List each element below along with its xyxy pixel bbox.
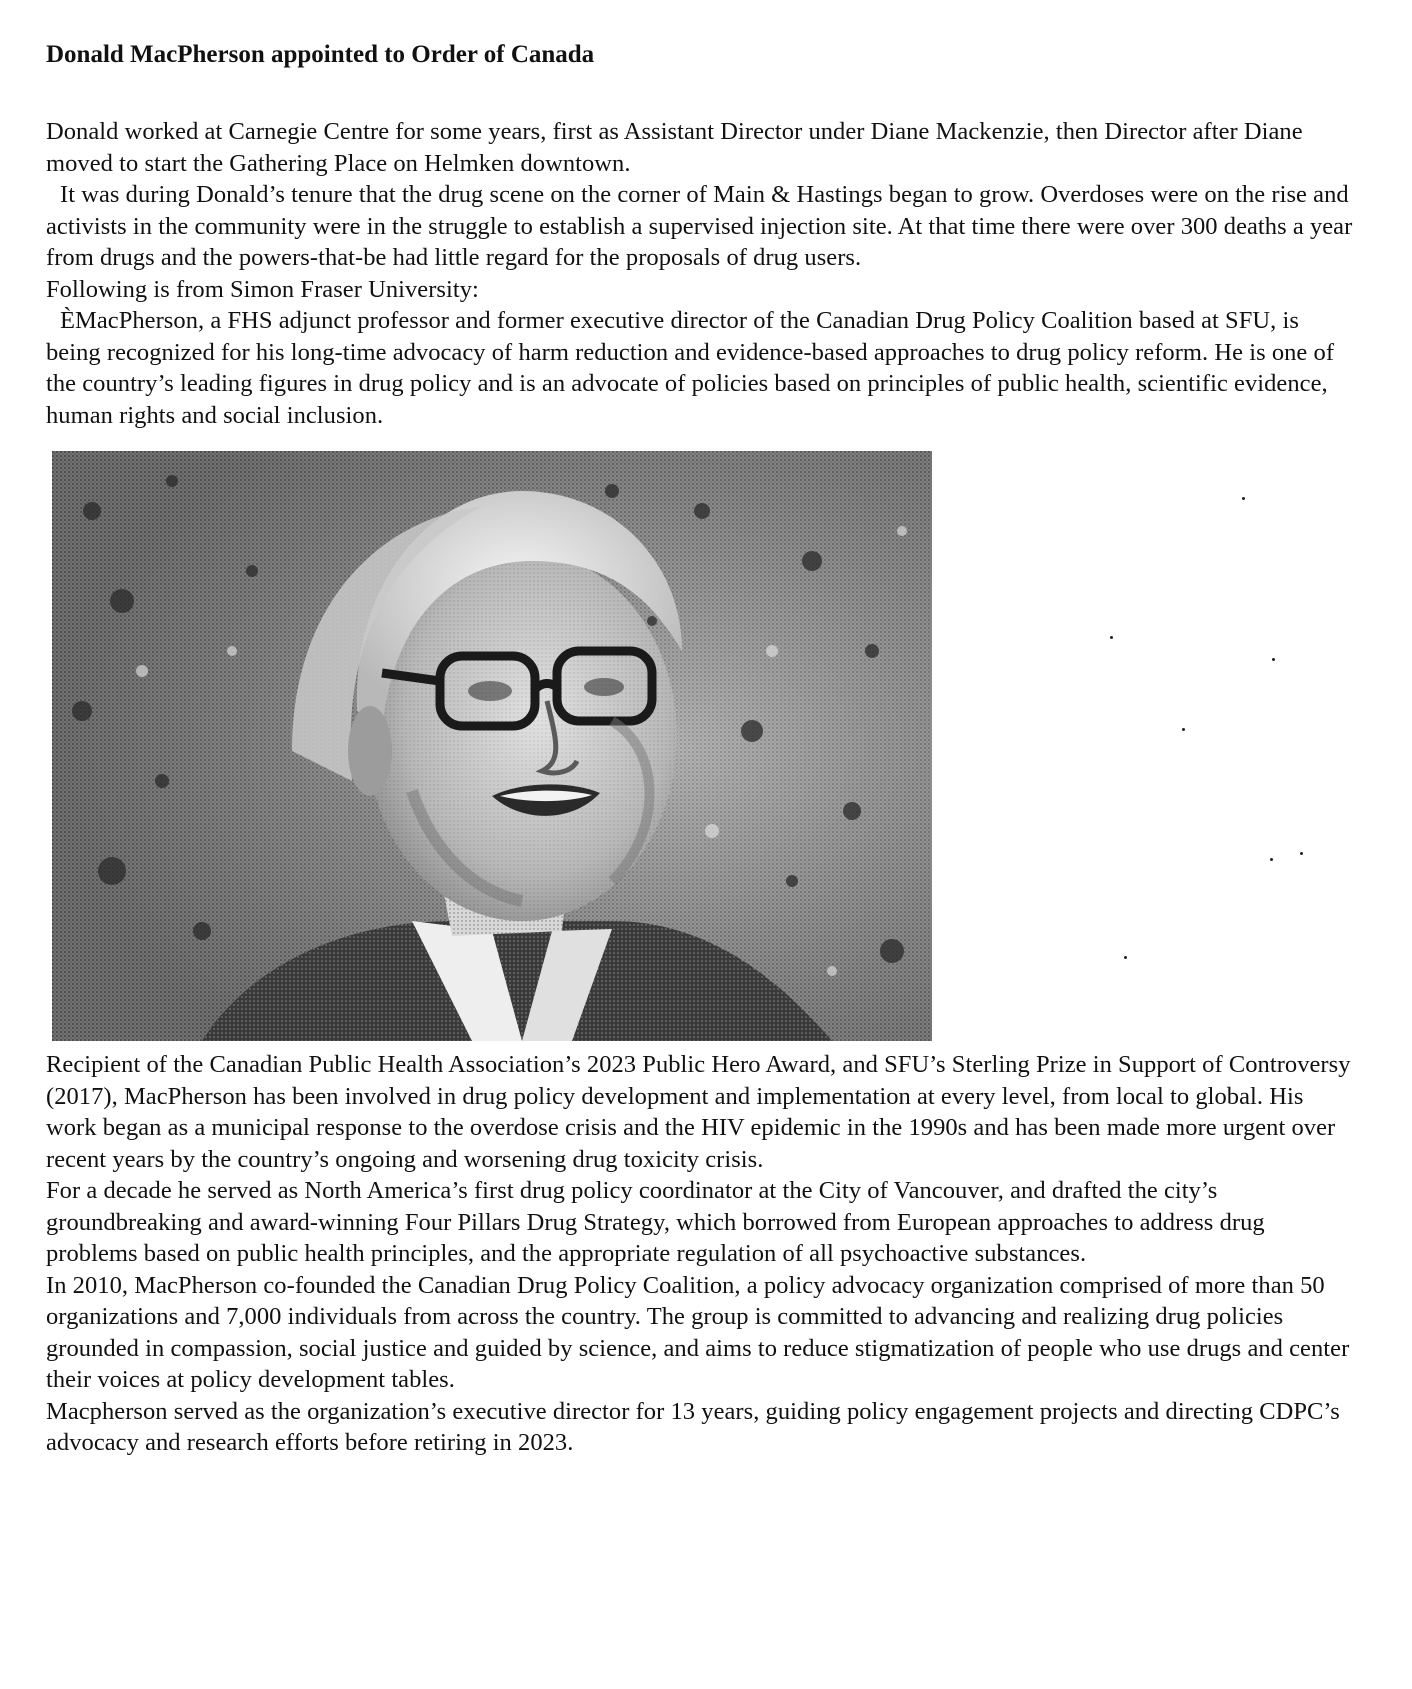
- scan-speck: [1270, 858, 1273, 861]
- scan-speck: [1124, 956, 1127, 959]
- portrait-photo: [52, 451, 932, 1041]
- paragraph-tenure: It was during Donald’s tenure that the drug scene on the corner of Main & Hastings began to grow. Overdoses were on the rise and activists in the community were in the struggle to establish a supervised injection site. At that time there were over 300 deaths a year from drugs and the powers-that-be had little regard for the proposals of drug users.: [46, 181, 1353, 271]
- scan-speck: [1300, 852, 1303, 855]
- article: [46, 40, 1356, 1459]
- scan-speck: [1272, 658, 1275, 661]
- paragraph-retirement: Macpherson served as the organization’s executive director for 13 years, guiding policy engagement projects and directing CDPC’s advocacy and research efforts before retiring in 2023.: [46, 1397, 1340, 1456]
- paragraph-cdpc-founding: In 2010, MacPherson co-founded the Canadian Drug Policy Coalition, a policy advocacy organization comprised of more than 50 organizations and 7,000 individuals from across the country. The group is committed to advancing and realizing drug policies grounded in compassion, social justice and guided by science, and aims to reduce stigmatization of people who use drugs and center their voices at policy development tables.: [46, 1271, 1350, 1393]
- paragraph-intro: Donald worked at Carnegie Centre for some years, first as Assistant Director under Diane Mackenzie, then Director after Diane moved to start the Gathering Place on Helmken downtown.: [46, 118, 1303, 177]
- paragraph-source: Following is from Simon Fraser University:: [46, 275, 479, 303]
- article-title: Donald MacPherson appointed to Order of Canada: [46, 41, 595, 68]
- scan-speck: [1242, 497, 1245, 500]
- scan-speck: [1182, 728, 1185, 731]
- paragraph-sfu-quote: ÈMacPherson, a FHS adjunct professor and former executive director of the Canadian Drug Policy Coalition based at SFU, is being recognized for his long-time advocacy of harm reduction and evidence-based approaches to drug policy reform. He is one of the country’s leading figures in drug policy and is an advocate of policies based on principles of public health, scientific evidence, human rights and social inclusion.: [46, 307, 1335, 429]
- paragraph-four-pillars: For a decade he served as North America’s first drug policy coordinator at the City of Vancouver, and drafted the city’s groundbreaking and award-winning Four Pillars Drug Strategy, which borrowed from European approaches to address drug problems based on public health principles, and the appropriate regulation of all psychoactive substances.: [46, 1177, 1265, 1267]
- scan-speck: [1110, 636, 1113, 639]
- paragraph-awards: Recipient of the Canadian Public Health Association’s 2023 Public Hero Award, and SFU’s Sterling Prize in Support of Controversy (2017), MacPherson has been involved in drug policy development and implementation at every level, from local to global. His work began as a municipal response to the overdose crisis and the HIV epidemic in the 1990s and has been made more urgent over recent years by the country’s ongoing and worsening drug toxicity crisis.: [46, 1051, 1351, 1173]
